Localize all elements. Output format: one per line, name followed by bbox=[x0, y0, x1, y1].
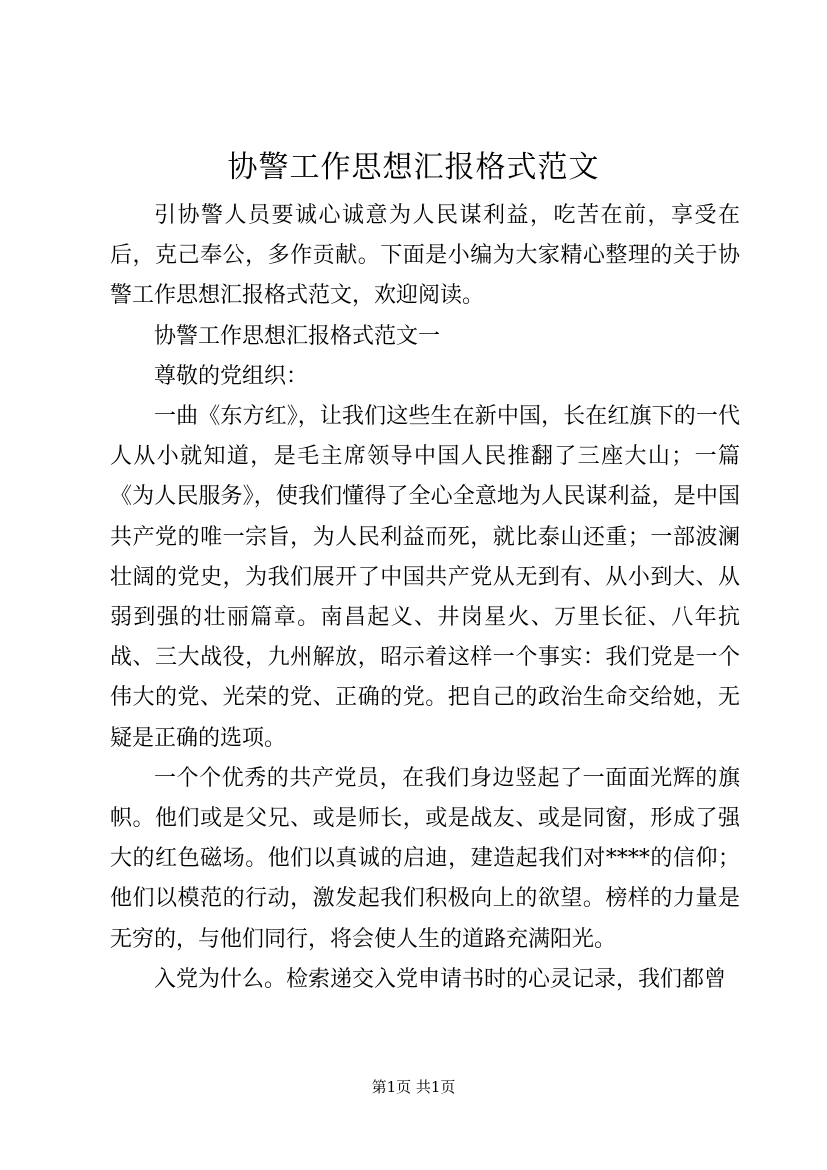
document-title: 协警工作思想汇报格式范文 bbox=[227, 150, 600, 185]
paragraph-intro: 引协警人员要诚心诚意为人民谋利益，吃苦在前，享受在后，克己奉公，多作贡献。下面是小编为大家精心整理的关于协警工作思想汇报格式范文，欢迎阅读。 bbox=[110, 203, 740, 309]
page-footer: 第1页 共1页 bbox=[371, 1078, 456, 1096]
paragraph-salutation: 尊敬的党组织： bbox=[154, 363, 309, 389]
paragraph-history: 一曲《东方红》，让我们这些生在新中国，长在红旗下的一代人从小就知道，是毛主席领导中国人民推翻了三座大山；一篇《为人民服务》，使我们懂得了全心全意地为人民谋利益，是中国共产党的唯一宗旨，为人民利益而死，就比泰山还重；一部波澜壮阔的党史，为我们展开了中国共产党从无到有、从小到大、从弱到强的壮丽篇章。南昌起义、井岗星火、万里长征、八年抗战、三大战役，九州解放，昭示着这样一个事实：我们党是一个伟大的党、光荣的党、正确的党。把自己的政治生命交给她，无疑是正确的选项。 bbox=[110, 404, 740, 751]
paragraph-subtitle: 协警工作思想汇报格式范文一 bbox=[154, 323, 441, 349]
paragraph-role-models: 一个个优秀的共产党员，在我们身边竖起了一面面光辉的旗帜。他们或是父兄、或是师长，或是战友、或是同窗，形成了强大的红色磁场。他们以真诚的启迪，建造起我们对****的信仰；他们以模范的行动，激发起我们积极向上的欲望。榜样的力量是无穷的，与他们同行，将会使人生的道路充满阳光。 bbox=[110, 765, 740, 952]
document-body bbox=[110, 196, 740, 1000]
paragraph-why-join: 入党为什么。检索递交入党申请书时的心灵记录，我们都曾 bbox=[154, 966, 727, 992]
